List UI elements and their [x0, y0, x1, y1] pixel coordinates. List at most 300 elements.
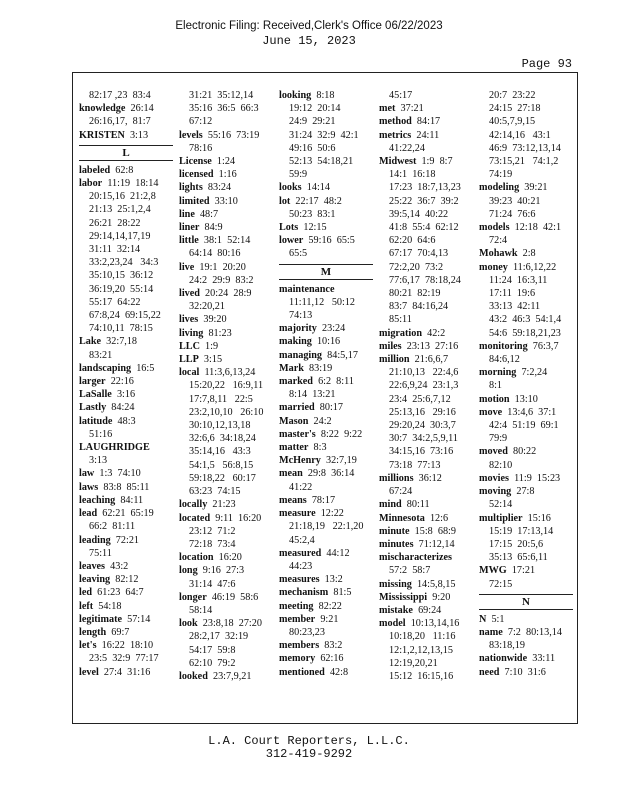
page-line-refs: 1:9 — [199, 340, 219, 352]
index-entry — [179, 551, 273, 564]
index-word: memory — [279, 653, 316, 665]
index-entry — [379, 617, 473, 630]
page-line-refs: 83:24 — [202, 182, 232, 194]
index-word: managing — [279, 349, 323, 361]
index-entry — [79, 507, 173, 520]
index-word: married — [279, 402, 315, 414]
index-continuation: 59:9 — [289, 169, 308, 181]
index-continuation: 54:6 59:18,21,23 — [489, 327, 561, 339]
index-continuation: 8:1 — [489, 380, 503, 392]
page-line-refs: 39:20 — [198, 314, 227, 326]
page-line-refs: 27:8 — [511, 486, 535, 498]
index-entry — [79, 613, 173, 626]
index-word: maintenance — [279, 283, 335, 295]
index-entry — [79, 494, 173, 507]
index-word: locally — [179, 499, 208, 511]
index-entry — [79, 586, 173, 599]
index-entry — [279, 415, 373, 428]
index-entry — [79, 401, 173, 414]
index-word: models — [479, 222, 510, 234]
index-continuation: 72:4 — [489, 235, 508, 247]
index-continuation: 71:24 76:6 — [489, 208, 536, 220]
index-word: migration — [379, 327, 423, 339]
index-continuation: 65:5 — [289, 248, 308, 260]
index-word: leaching — [79, 494, 116, 506]
index-entry — [79, 362, 173, 375]
page-line-refs: 1:16 — [213, 169, 237, 181]
index-word: levels — [179, 129, 203, 141]
index-continuation: 17:23 18:7,13,23 — [389, 182, 461, 194]
index-word: knowledge — [79, 103, 126, 115]
index-continuation: 25:13,16 29:16 — [389, 406, 456, 418]
index-continuation: 15:19 17:13,14 — [489, 525, 554, 537]
index-entry — [79, 467, 173, 480]
index-word: legitimate — [79, 613, 122, 625]
index-entry — [479, 564, 573, 577]
page-line-refs: 10:13,14,16 — [405, 618, 460, 630]
index-entry — [479, 626, 573, 639]
index-word: look — [179, 618, 198, 630]
section-letter: M — [279, 264, 373, 280]
index-continuation: 29:14,14,17,19 — [89, 230, 151, 242]
index-continuation: 55:17 64:22 — [89, 296, 141, 308]
page-line-refs: 84:9 — [199, 222, 223, 234]
index-entry — [479, 366, 573, 379]
index-word: Mississippi — [379, 591, 428, 603]
index-entry — [279, 613, 373, 626]
index-continuation: 44:23 — [289, 560, 313, 572]
page-line-refs: 37:21 — [395, 103, 424, 115]
index-continuation: 62:10 79:2 — [189, 657, 236, 669]
index-entry — [479, 221, 573, 234]
index-continuation: 75:11 — [89, 547, 112, 559]
index-word: LaSalle — [79, 389, 112, 401]
index-continuation: 39:23 40:21 — [489, 195, 541, 207]
index-entry — [279, 441, 373, 454]
page-line-refs: 39:21 — [519, 182, 548, 194]
index-entry — [179, 287, 273, 300]
index-word: name — [479, 626, 503, 638]
index-continuation: 74:13 — [289, 310, 313, 322]
index-continuation: 30:7 34:2,5,9,11 — [389, 433, 458, 445]
index-continuation: 82:17 ,23 83:4 — [89, 90, 151, 101]
index-word: marked — [279, 376, 313, 388]
index-entry — [279, 494, 373, 507]
page-line-refs: 72:21 — [110, 534, 140, 546]
index-column-5 — [479, 89, 573, 679]
index-entry — [379, 538, 473, 551]
index-continuation: 73:15,21 74:1,2 — [489, 156, 559, 168]
page-line-refs: 11:9 15:23 — [509, 472, 561, 484]
index-word: labor — [79, 178, 103, 190]
index-entry — [379, 115, 473, 128]
index-word: landscaping — [79, 362, 132, 374]
index-word: metrics — [379, 129, 412, 141]
index-entry — [379, 340, 473, 353]
index-continuation: 67:24 — [389, 486, 413, 498]
index-continuation: 46:9 73:12,13,14 — [489, 142, 561, 154]
index-continuation: 74:10,11 78:15 — [89, 323, 153, 335]
index-word: long — [179, 565, 198, 577]
index-word: MWG — [479, 565, 507, 577]
index-continuation: 35:16 36:5 66:3 — [189, 103, 259, 115]
page-line-refs: 82:12 — [110, 574, 139, 586]
index-continuation: 21:18,19 22:1,20 — [289, 521, 364, 533]
index-word: missing — [379, 578, 412, 590]
index-word: left — [79, 600, 94, 612]
index-entry — [379, 578, 473, 591]
index-word: looks — [279, 182, 302, 194]
page-line-refs: 20:24 28:9 — [199, 288, 252, 300]
index-word: level — [79, 666, 99, 678]
page-line-refs: 3:15 — [198, 354, 223, 366]
index-continuation: 67:12 — [189, 116, 213, 128]
index-word: larger — [79, 376, 106, 388]
index-entry — [279, 600, 373, 613]
index-word: money — [479, 261, 508, 273]
index-continuation: 35:10,15 36:12 — [89, 270, 154, 282]
page-number: Page 93 — [521, 57, 572, 71]
index-word: Mohawk — [479, 248, 518, 260]
page-line-refs: 24:11 — [411, 129, 440, 141]
index-continuation: 45:17 — [389, 90, 413, 101]
index-word: licensed — [179, 169, 214, 181]
page-line-refs: 8:3 — [308, 442, 327, 454]
index-entry — [179, 340, 273, 353]
index-entry — [279, 362, 373, 375]
index-continuation: 31:24 32:9 42:1 — [289, 129, 359, 141]
index-word: labeled — [79, 164, 111, 176]
index-entry — [279, 221, 373, 234]
index-word: Mason — [279, 415, 309, 427]
page-line-refs: 10:16 — [311, 336, 341, 348]
page-line-refs: 84:5,17 — [322, 349, 358, 361]
index-entry — [79, 375, 173, 388]
index-continuation: 24:15 27:18 — [489, 103, 541, 115]
index-entry — [179, 208, 273, 221]
index-entry — [79, 388, 173, 401]
index-entry — [279, 322, 373, 335]
index-word: morning — [479, 367, 517, 379]
index-word: miles — [379, 340, 402, 352]
index-word: mentioned — [279, 666, 325, 678]
index-continuation: 64:14 80:16 — [189, 248, 241, 260]
page-line-refs: 6:2 8:11 — [312, 376, 354, 388]
page-line-refs: 55:16 73:19 — [202, 129, 260, 141]
page-line-refs: 9:20 — [427, 591, 451, 603]
index-column-3 — [279, 89, 373, 679]
index-entry — [79, 129, 173, 142]
index-continuation: 62:20 64:6 — [389, 235, 436, 247]
index-entry — [479, 445, 573, 458]
page-line-refs: 83:19 — [303, 362, 333, 374]
page-line-refs: 9:21 — [315, 613, 339, 625]
index-entry — [79, 177, 173, 190]
page-line-refs: 23:24 — [316, 323, 346, 335]
index-entry — [179, 353, 273, 366]
index-continuation: 35:14,16 43:3 — [189, 446, 251, 458]
index-entry — [379, 155, 473, 168]
index-word: mean — [279, 468, 303, 480]
index-continuation: 20:7 23:22 — [489, 90, 536, 101]
index-continuation: 23:4 25:6,7,12 — [389, 393, 451, 405]
page-line-refs: 76:3,7 — [527, 340, 559, 352]
index-word: looking — [279, 90, 312, 101]
page-line-refs: 11:6,12,22 — [507, 261, 557, 273]
index-continuation: 63:23 74:15 — [189, 486, 241, 498]
index-word: movies — [479, 472, 509, 484]
index-entry — [79, 481, 173, 494]
index-continuation: 80:21 82:19 — [389, 288, 441, 300]
index-entry — [379, 129, 473, 142]
index-entry — [479, 393, 573, 406]
index-continuation: 8:14 13:21 — [289, 389, 336, 401]
index-continuation: 26:21 28:22 — [89, 217, 141, 229]
index-continuation: 22:6,9,24 23:1,3 — [389, 380, 459, 392]
index-entry — [279, 349, 373, 362]
index-word: led — [79, 587, 93, 599]
index-entry — [279, 507, 373, 520]
index-word: matter — [279, 442, 309, 454]
index-entry — [479, 613, 573, 626]
index-continuation: 31:11 32:14 — [89, 244, 141, 256]
index-continuation: 78:16 — [189, 142, 213, 154]
index-word: master's — [279, 428, 316, 440]
index-continuation: 11:11,12 50:12 — [289, 296, 356, 308]
index-entry — [279, 283, 373, 296]
index-word: living — [179, 327, 204, 339]
page-line-refs: 12:15 — [298, 222, 327, 234]
index-entry — [379, 512, 473, 525]
index-continuation: 67:17 70:4,13 — [389, 248, 449, 260]
index-entry — [79, 626, 173, 639]
index-entry — [379, 551, 473, 564]
index-word: Lots — [279, 222, 299, 234]
index-word: latitude — [79, 415, 113, 427]
index-word: liner — [179, 222, 200, 234]
index-word: modeling — [479, 182, 520, 194]
page-line-refs: 80:22 — [507, 446, 537, 458]
index-word: location — [179, 552, 214, 564]
index-entry — [479, 181, 573, 194]
index-continuation: 31:21 35:12,14 — [189, 90, 254, 101]
page-line-refs: 2:8 — [517, 248, 536, 260]
index-word: member — [279, 613, 316, 625]
page-line-refs: 69:7 — [106, 626, 130, 638]
index-entry — [279, 454, 373, 467]
index-word: mechanism — [279, 587, 329, 599]
index-word: lights — [179, 182, 203, 194]
index-word: longer — [179, 591, 207, 603]
page-line-refs: 14:5,8,15 — [411, 578, 456, 590]
page-line-refs: 61:23 64:7 — [92, 587, 144, 599]
index-continuation: 72:2,20 73:2 — [389, 261, 444, 273]
page-line-refs: 11:3,6,13,24 — [199, 367, 256, 379]
page-line-refs: 48:7 — [194, 208, 219, 220]
index-word: met — [379, 103, 396, 115]
page-line-refs: 54:18 — [93, 600, 122, 612]
index-entry — [179, 195, 273, 208]
page-line-refs: 84:11 — [115, 494, 144, 506]
index-continuation: 28:2,17 32:19 — [189, 631, 249, 643]
index-continuation: 35:13 65:6,11 — [489, 552, 548, 564]
index-entry — [379, 525, 473, 538]
index-entry — [179, 234, 273, 247]
page-line-refs: 8:22 9:22 — [315, 428, 363, 440]
index-word: KRISTEN — [79, 129, 125, 141]
index-entry — [179, 327, 273, 340]
index-word: need — [479, 666, 500, 678]
page-line-refs: 62:16 — [315, 653, 344, 665]
page-line-refs: 59:16 65:5 — [303, 235, 355, 247]
index-continuation: 15:12 16:15,16 — [389, 670, 454, 682]
index-word: millions — [379, 472, 414, 484]
index-entry — [379, 604, 473, 617]
index-continuation: 66:2 81:11 — [89, 521, 136, 533]
index-word: members — [279, 640, 320, 652]
page-line-refs: 15:8 68:9 — [409, 525, 456, 537]
page-line-refs: 23:13 27:16 — [401, 340, 459, 352]
page-line-refs: 24:2 — [308, 415, 332, 427]
index-word: leaving — [79, 574, 111, 586]
page-line-refs: 1:9 8:7 — [416, 156, 453, 168]
index-entry — [379, 102, 473, 115]
page-line-refs: 32:7,18 — [101, 336, 138, 348]
index-entry — [379, 591, 473, 604]
page-line-refs: 7:2 80:13,14 — [502, 626, 562, 638]
index-word: Lake — [79, 336, 102, 348]
index-continuation: 59:18,22 60:17 — [189, 472, 256, 484]
page-line-refs: 21:23 — [207, 499, 236, 511]
index-continuation: 12:19,20,21 — [389, 657, 438, 669]
index-continuation: 11:24 16:3,11 — [489, 274, 548, 286]
index-word: Minnesota — [379, 512, 425, 524]
index-word: mischaracterizes — [379, 552, 452, 564]
index-word: McHenry — [279, 455, 321, 467]
page-line-refs: 16:5 — [131, 362, 155, 374]
index-continuation: 50:23 83:1 — [289, 208, 336, 220]
index-word: means — [279, 494, 307, 506]
index-continuation: 72:15 — [489, 578, 513, 590]
index-continuation: 24:9 29:21 — [289, 116, 336, 128]
page-line-refs: 15:16 — [522, 512, 551, 524]
page-line-refs: 16:22 18:10 — [96, 640, 154, 652]
index-entry — [79, 415, 173, 428]
index-entry — [79, 560, 173, 573]
page-line-refs: 42:2 — [422, 327, 446, 339]
index-continuation: 83:7 84:16,24 — [389, 301, 449, 313]
page-line-refs: 22:16 — [105, 376, 134, 388]
index-word: leading — [79, 534, 111, 546]
index-word: lives — [179, 314, 199, 326]
index-continuation: 72:18 73:4 — [189, 538, 236, 550]
index-word: model — [379, 618, 406, 630]
page-line-refs: 43:2 — [105, 560, 129, 572]
page-line-refs: 57:14 — [122, 613, 151, 625]
index-entry — [79, 164, 173, 177]
page-line-refs: 42:8 — [324, 666, 349, 678]
index-entry — [79, 600, 173, 613]
index-continuation: 33:13 42:11 — [489, 301, 541, 313]
page-line-refs: 81:5 — [328, 587, 352, 599]
index-continuation: 79:9 — [489, 433, 508, 445]
index-continuation: 41:22,24 — [389, 142, 425, 154]
index-entry — [279, 428, 373, 441]
index-word: lower — [279, 235, 304, 247]
page-line-refs: 12:18 42:1 — [509, 222, 562, 234]
index-continuation: 77:6,17 78:18,24 — [389, 274, 461, 286]
index-entry — [79, 534, 173, 547]
index-continuation: 12:1,2,12,13,15 — [389, 644, 453, 656]
index-word: meeting — [279, 600, 314, 612]
index-continuation: 21:10,13 22:4,6 — [389, 367, 459, 379]
page-line-refs: 27:4 31:16 — [98, 666, 151, 678]
page-line-refs: 8:18 — [311, 90, 335, 101]
index-word: live — [179, 261, 195, 273]
index-word: located — [179, 512, 211, 524]
index-continuation: 51:16 — [89, 428, 113, 440]
page-line-refs: 23:7,9,21 — [207, 670, 252, 682]
index-entry — [279, 335, 373, 348]
index-continuation: 54:17 59:8 — [189, 644, 236, 656]
page-line-refs: 13:2 — [319, 574, 343, 586]
index-continuation: 36:19,20 55:14 — [89, 283, 154, 295]
page-line-refs: 84:17 — [411, 116, 441, 128]
index-continuation: 23:5 32:9 77:17 — [89, 653, 159, 665]
page-line-refs: 13:4,6 37:1 — [502, 406, 557, 418]
page-line-refs: 3:16 — [111, 389, 136, 401]
page-line-refs: 33:10 — [209, 195, 238, 207]
index-word: License — [179, 156, 212, 168]
page-line-refs: 14:14 — [301, 182, 330, 194]
index-continuation: 17:15 20:5,6 — [489, 538, 544, 550]
index-entry — [179, 512, 273, 525]
index-word: mistake — [379, 604, 413, 616]
index-entry — [79, 639, 173, 652]
page-line-refs: 62:21 65:19 — [97, 508, 154, 520]
index-word: leaves — [79, 560, 106, 572]
page-line-refs: 71:12,14 — [413, 538, 455, 550]
index-word: LLP — [179, 354, 199, 366]
index-entry — [379, 353, 473, 366]
page-line-refs: 7:2,24 — [516, 367, 548, 379]
index-entry — [279, 639, 373, 652]
index-word: local — [179, 367, 200, 379]
index-continuation: 23:2,10,10 26:10 — [189, 406, 264, 418]
index-entry — [279, 586, 373, 599]
index-word: measure — [279, 508, 316, 520]
page-line-refs: 29:8 36:14 — [302, 468, 355, 480]
index-continuation: 57:2 58:7 — [389, 565, 431, 577]
page-line-refs: 69:24 — [412, 604, 442, 616]
index-word: looked — [179, 670, 208, 682]
index-continuation: 26:16,17, 81:7 — [89, 116, 151, 128]
index-entry — [479, 472, 573, 485]
index-continuation: 83:18,19 — [489, 640, 525, 652]
index-word: move — [479, 406, 503, 418]
page-line-refs: 22:17 48:2 — [290, 195, 342, 207]
index-entry — [379, 472, 473, 485]
index-entry — [79, 573, 173, 586]
page-line-refs: 5:1 — [486, 613, 505, 625]
index-entry — [479, 340, 573, 353]
index-entry — [179, 155, 273, 168]
index-word: majority — [279, 323, 317, 335]
page-line-refs: 81:23 — [203, 327, 232, 339]
index-word: nationwide — [479, 653, 528, 665]
page-line-refs: 23:8,18 27:20 — [197, 618, 262, 630]
page-line-refs: 19:1 20:20 — [194, 261, 246, 273]
